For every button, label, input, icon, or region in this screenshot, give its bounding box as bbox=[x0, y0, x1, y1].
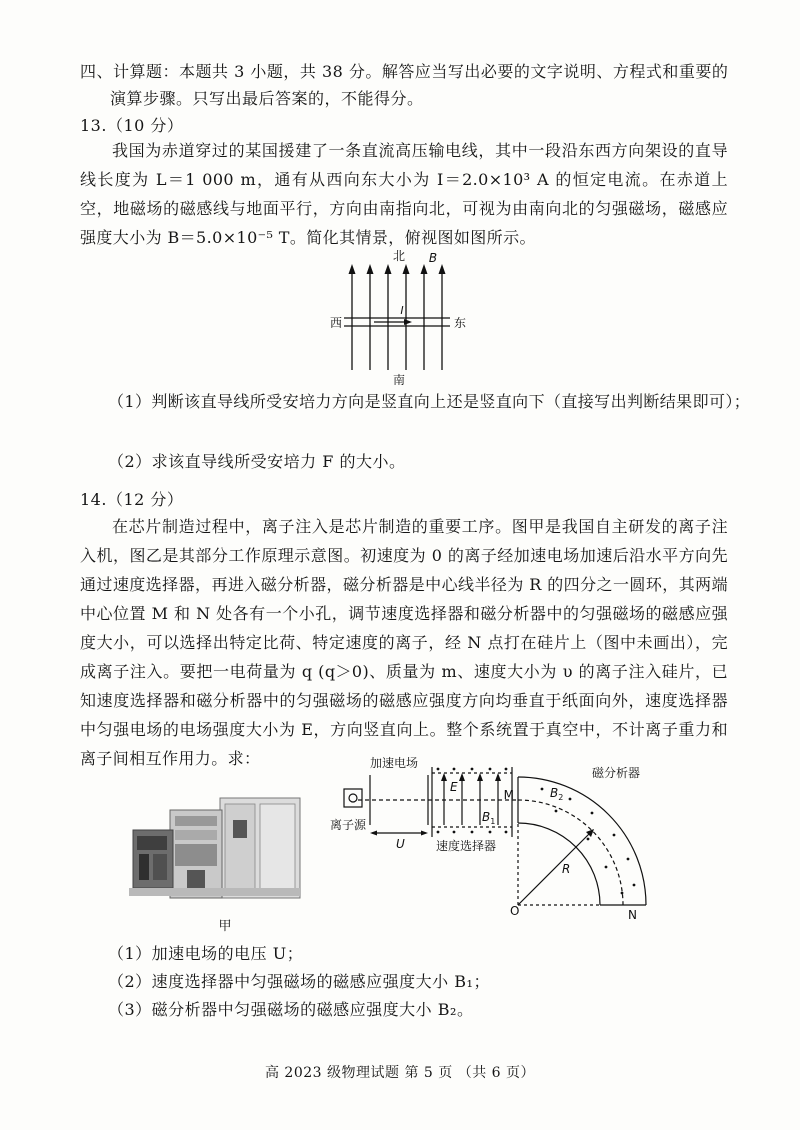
photo-caption: 甲 bbox=[218, 919, 232, 934]
label-east: 东 bbox=[453, 316, 467, 330]
section-heading-cont: 演算步骤。只写出最后答案的，不能得分。 bbox=[110, 89, 424, 108]
section-heading: 四、计算题：本题共 3 小题，共 38 分。解答应当写出必要的文字说明、方程式和重要的 bbox=[80, 62, 729, 81]
label-R: R bbox=[562, 862, 571, 876]
ion-source bbox=[344, 789, 362, 807]
page-footer: 高 2023 级物理试题 第 5 页 （共 6 页） bbox=[264, 1065, 536, 1081]
label-N: N bbox=[628, 908, 637, 920]
label-U: U bbox=[396, 837, 405, 851]
label-accel-field: 加速电场 bbox=[370, 756, 419, 770]
label-selector: 速度选择器 bbox=[436, 839, 497, 853]
q14-part3: （3）磁分析器中匀强磁场的磁感应强度大小 B₂。 bbox=[108, 1000, 474, 1019]
q14-stem: 在芯片制造过程中，离子注入是芯片制造的重要工序。图甲是我国自主研发的离子注入机，图乙是其部分工作原理示意图。初速度为 0 的离子经加速电场加速后沿水平方向先通过速度选择器，再进入磁分析器，磁分析器是中心线半径为 R 的四分之一圆环，其两端中心位置 M 和 N 处各有一个小孔，调节速度选择器和磁分析器中的匀强磁场的磁感应强度大小，可以选择出特定比荷、特定速度的离子，经 N 点打在硅片上（图中未画出），完成离子注入。要把一电荷量为 q (q＞0)、质量为 m、速度大小为 υ 的离子注入硅片，已知速度选择器和磁分析器中的匀强磁场的磁感应强度方向均垂直于纸面向外，速度选择器中匀强电场的电场强度大小为 E，方向竖直向上。整个系统置于真空中，不计离子重力和离子间相互作用力。求： bbox=[80, 517, 728, 768]
label-E: E bbox=[450, 780, 458, 794]
q14-number: 14.（12 分） bbox=[80, 490, 184, 509]
label-west: 西 bbox=[330, 316, 343, 330]
label-O: O bbox=[510, 904, 520, 918]
label-B: B bbox=[428, 251, 438, 265]
q13-part2: （2）求该直导线所受安培力 F 的大小。 bbox=[108, 452, 406, 471]
label-current: I bbox=[400, 304, 404, 317]
q13-number: 13.（10 分） bbox=[80, 116, 184, 135]
label-B1: $B_1$ bbox=[482, 810, 496, 826]
label-ion-source: 离子源 bbox=[330, 818, 367, 832]
label-north: 北 bbox=[392, 249, 406, 263]
q13-stem: 我国为赤道穿过的某国援建了一条直流高压输电线，其中一段沿东西方向架设的直导线长度为 L＝1 000 m，通有从西向东大小为 I＝2.0×10³ A 的恒定电流。在赤道上空，地磁场的磁感线与地面平行，方向由南指向北，可视为由南向北的匀强磁场，磁感应强度大小为 B＝5.0×10⁻⁵ T。简化其情景，俯视图如图所示。 bbox=[80, 141, 728, 247]
q13-part1: （1）判断该直导线所受安培力方向是竖直向上还是竖直向下（直接写出判断结果即可）； bbox=[108, 392, 751, 411]
q14-part1: （1）加速电场的电压 U； bbox=[108, 944, 304, 963]
radius-R bbox=[518, 831, 592, 905]
label-M: M bbox=[503, 788, 514, 802]
label-B2: $B_2$ bbox=[550, 786, 564, 802]
ion-implanter-photo bbox=[125, 790, 325, 935]
q13-field-diagram bbox=[330, 248, 470, 388]
label-analyzer: 磁分析器 bbox=[592, 766, 641, 780]
q14-part2: （2）速度选择器中匀强磁场的磁感应强度大小 B₁； bbox=[108, 972, 490, 991]
label-south: 南 bbox=[392, 373, 406, 387]
ion-implanter-schematic bbox=[330, 755, 675, 920]
